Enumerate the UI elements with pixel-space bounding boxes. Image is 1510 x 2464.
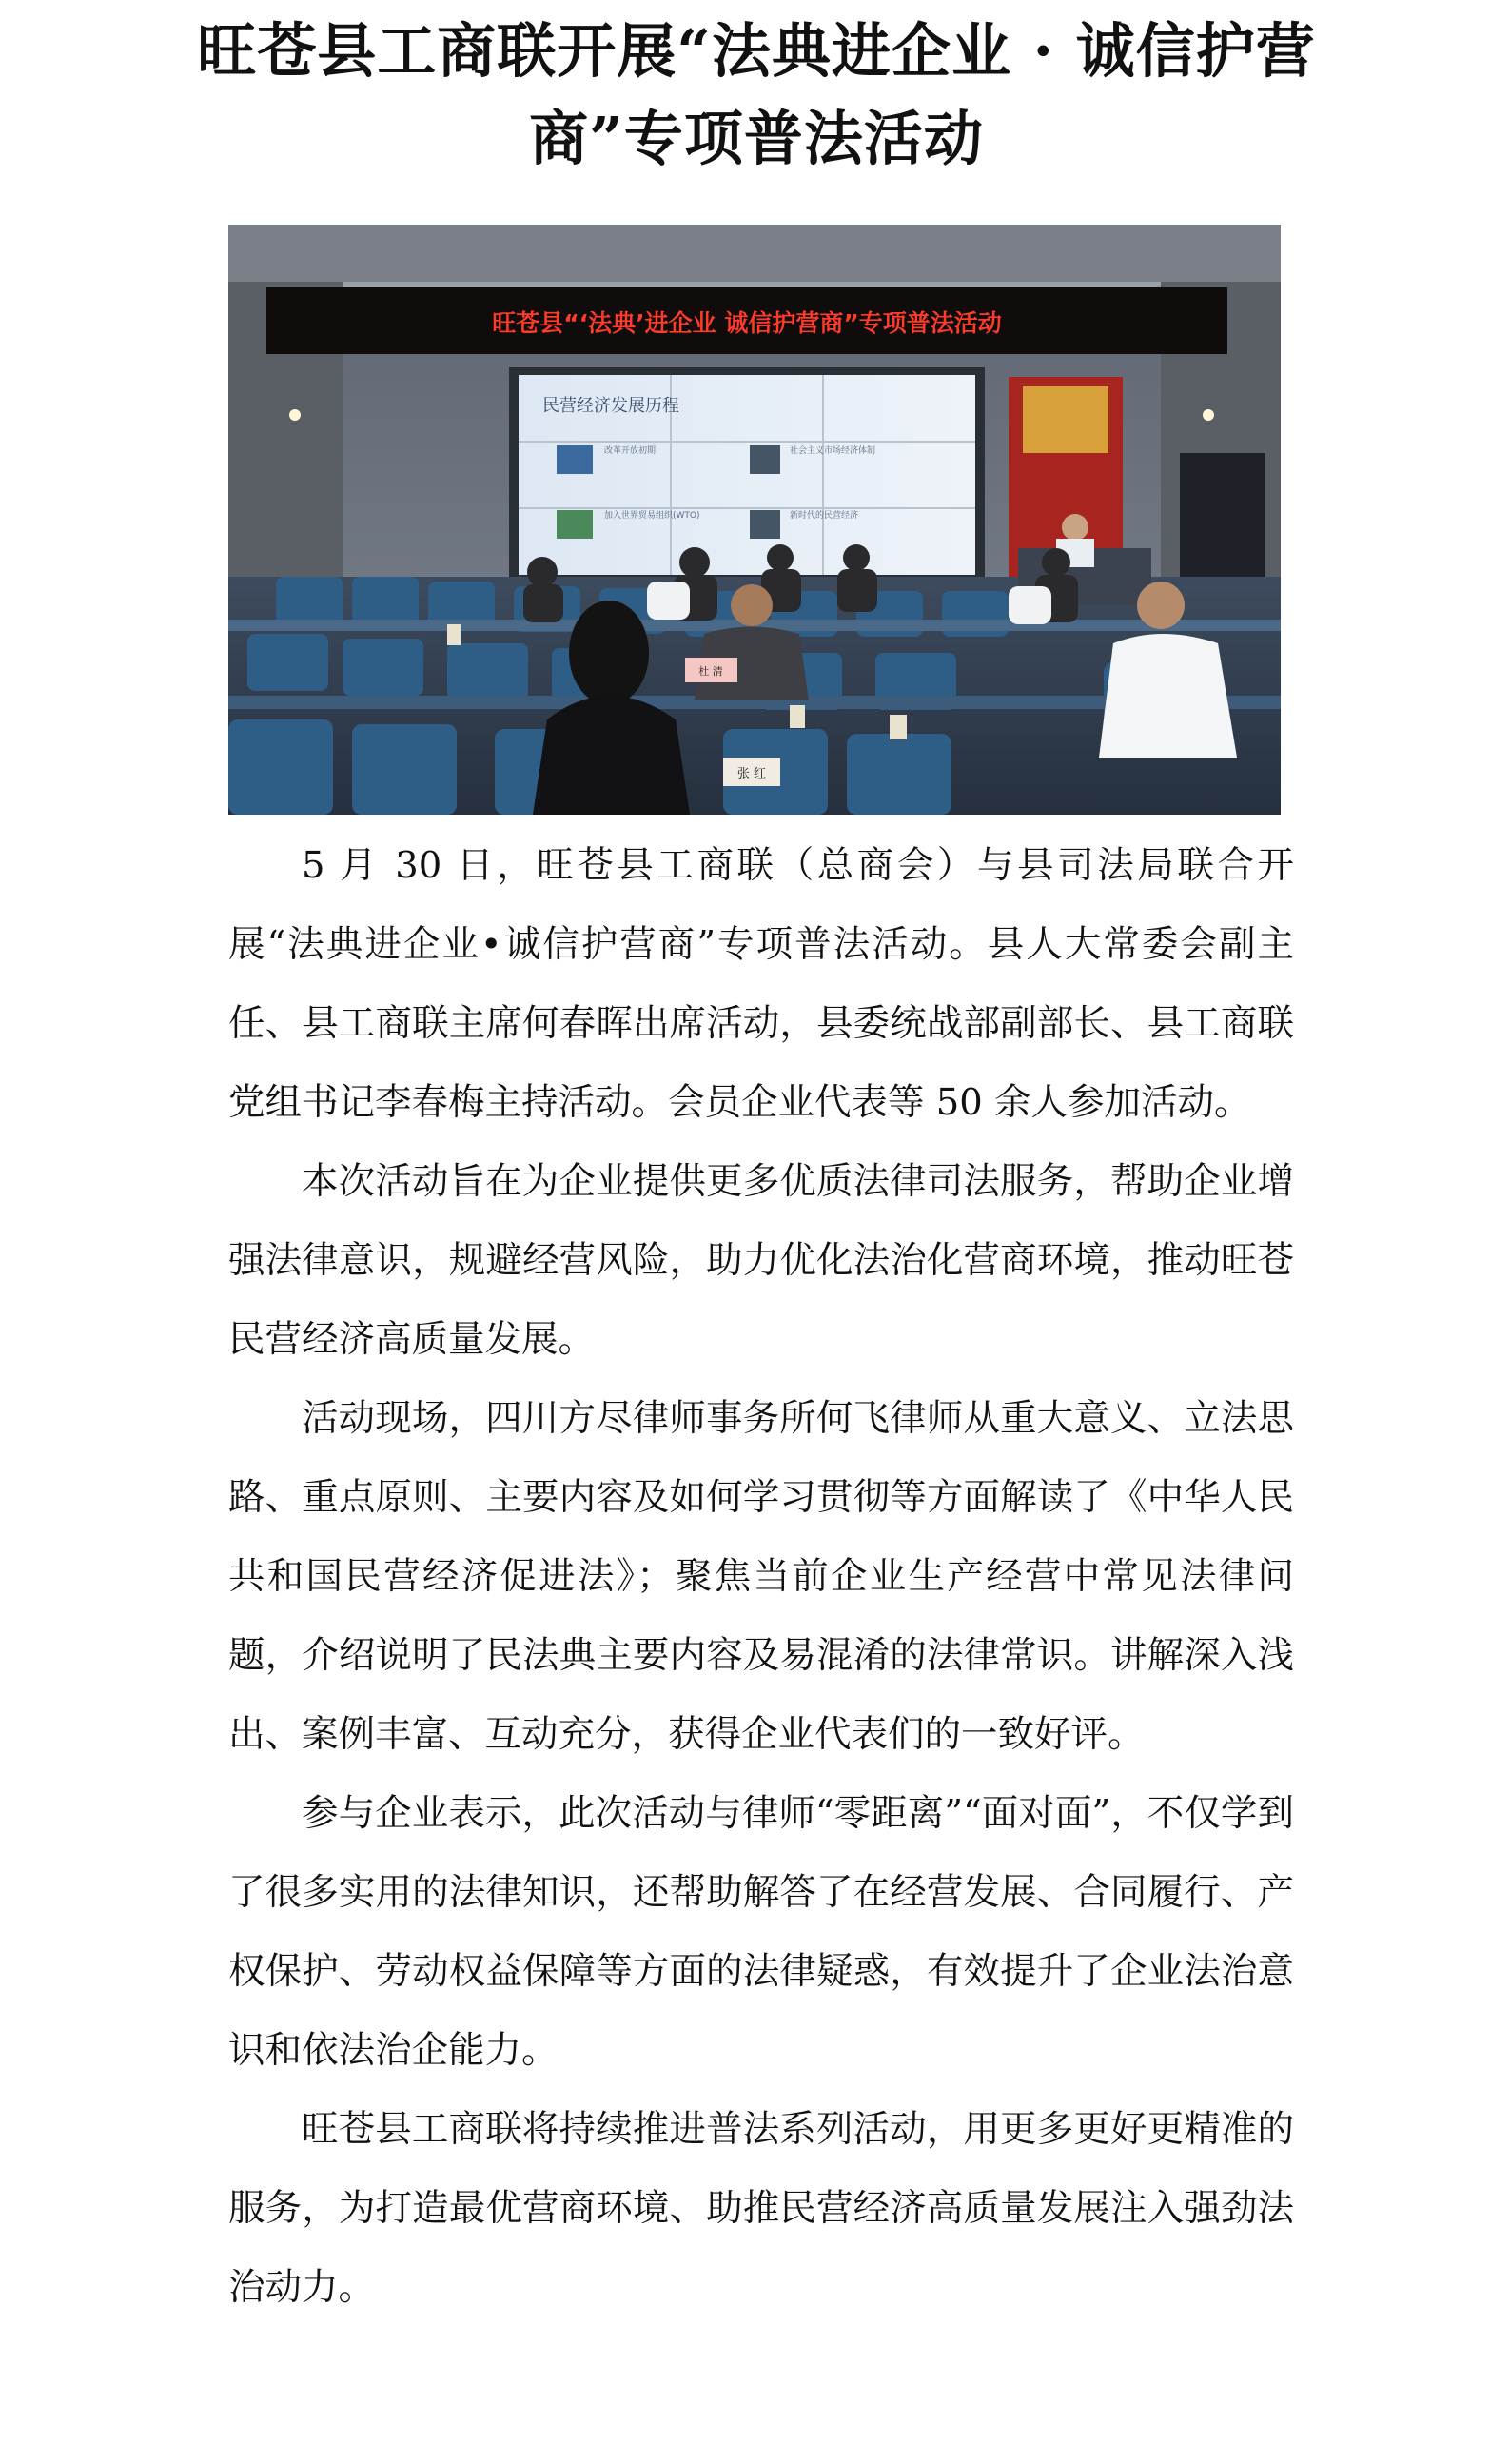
meeting-scene-image: [228, 225, 1281, 815]
title-line-1: 旺苍县工商联开展“法典进企业 · 诚信护营: [197, 16, 1316, 86]
name-card-2: 杜 清: [698, 665, 723, 678]
title-line-2: 商”专项普法活动: [529, 104, 984, 173]
paragraph-3: 活动现场，四川方尽律师事务所何飞律师从重大意义、立法思路、重点原则、主要内容及如何学习贯彻等方面解读了《中华人民共和国民营经济促进法》；聚焦当前企业生产经营中常见法律问题，介绍说明了民法典主要内容及易混淆的法律常识。讲解深入浅出、案例丰富、互动充分，获得企业代表们的一致好评。: [228, 1397, 1294, 1756]
slide-item-1: 改革开放初期: [604, 446, 657, 456]
slide-item-3: 加入世界贸易组织(WTO): [604, 511, 700, 521]
slide-item-4: 新时代的民营经济: [790, 511, 859, 521]
name-card-1: 张 红: [736, 767, 767, 781]
paragraph-4: 参与企业表示，此次活动与律师“零距离”“面对面”，不仅学到了很多实用的法律知识，还帮助解答了在经营发展、合同履行、产权保护、劳动权益保障等方面的法律疑惑，有效提升了企业法治意识和依法治企能力。: [228, 1792, 1294, 2072]
meeting-photo: [228, 225, 1281, 815]
paragraph-1: 5 月 30 日，旺苍县工商联（总商会）与县司法局联合开展“法典进企业•诚信护营商”专项普法活动。县人大常委会副主任、县工商联主席何春晖出席活动，县委统战部副部长、县工商联党组书记李春梅主持活动。会员企业代表等 50 余人参加活动。: [228, 844, 1294, 1124]
article-body: [228, 826, 1294, 2327]
led-banner-text: 旺苍县“‘法典’进企业 诚信护营商”专项普法活动: [492, 309, 1002, 337]
paragraph-2: 本次活动旨在为企业提供更多优质法律司法服务，帮助企业增强法律意识，规避经营风险，助力优化法治化营商环境，推动旺苍民营经济高质量发展。: [228, 1160, 1294, 1361]
slide-item-2: 社会主义市场经济体制: [790, 446, 876, 456]
article-title: [190, 8, 1323, 183]
paragraph-5: 旺苍县工商联将持续推进普法系列活动，用更多更好更精准的服务，为打造最优营商环境、助推民营经济高质量发展注入强劲法治动力。: [228, 2108, 1294, 2309]
slide-title: 民营经济发展历程: [542, 396, 679, 416]
